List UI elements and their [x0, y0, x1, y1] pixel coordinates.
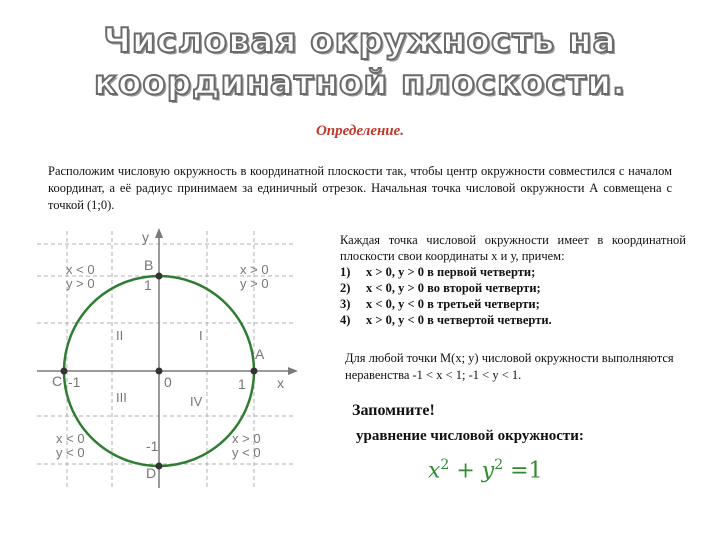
- list-item-text: х < 0, у < 0 в третьей четверти;: [366, 297, 540, 311]
- sign-top-right-x: x > 0: [240, 262, 269, 277]
- unit-circle-diagram: [32, 226, 302, 494]
- definition-paragraph: Расположим числовую окружность в координатной плоскости так, чтобы центр окружности совместился с началом координат, а её радиус принимаем за единичный отрезок. Начальная точка числовой окружности А совмещена с точкой (1;0).: [48, 164, 672, 212]
- origin-dot: [156, 368, 163, 375]
- quadrant-iv-label: IV: [190, 394, 203, 409]
- label-one-right: 1: [238, 376, 246, 392]
- label-zero: 0: [164, 374, 172, 390]
- sign-top-left-x: x < 0: [66, 262, 95, 277]
- coordinates-intro: Каждая точка числовой окружности имеет в координатной плоскости свои координаты х и у, причем:: [340, 233, 686, 263]
- sign-bottom-left-x: x < 0: [56, 431, 85, 446]
- list-item: [340, 296, 686, 312]
- list-item: [340, 312, 686, 328]
- label-one-top: 1: [144, 277, 152, 293]
- circle-equation: [428, 457, 543, 483]
- quadrant-conditions-list: [340, 264, 686, 328]
- quadrant-ii-label: II: [116, 328, 124, 343]
- sign-bottom-right-x: x > 0: [232, 431, 261, 446]
- x-axis-label: x: [277, 375, 284, 391]
- y-axis-label: y: [142, 229, 149, 245]
- sign-bottom-right-y: y < 0: [232, 445, 261, 460]
- eq-plus: +: [449, 458, 482, 484]
- title-line-1: Числовая окружность на: [103, 21, 617, 61]
- sign-bottom-left-y: y < 0: [56, 445, 85, 460]
- eq-x: x: [428, 458, 441, 484]
- point-a-dot: [251, 368, 258, 375]
- remember-heading: Запомните!: [352, 402, 435, 419]
- list-item-number: 4): [340, 313, 351, 327]
- eq-exp1: 2: [440, 457, 450, 473]
- list-item-number: 1): [340, 265, 351, 279]
- page-title: [0, 20, 720, 104]
- point-a-label: A: [255, 346, 265, 362]
- eq-y: y: [481, 458, 495, 484]
- eq-rest: =1: [503, 458, 543, 484]
- list-item: [340, 264, 686, 280]
- eq-exp2: 2: [494, 457, 504, 473]
- list-item-number: 3): [340, 297, 351, 311]
- equation-label: уравнение числовой окружности:: [356, 428, 584, 444]
- list-item-number: 2): [340, 281, 351, 295]
- label-minus-one-bottom: -1: [146, 438, 159, 454]
- title-line-2: координатной плоскости.: [93, 63, 626, 103]
- list-item-text: х > 0, у > 0 в первой четверти;: [366, 265, 536, 279]
- y-axis-arrow: [155, 228, 163, 238]
- list-item: [340, 280, 686, 296]
- x-axis-arrow: [288, 367, 298, 375]
- sign-top-left-y: y > 0: [66, 276, 95, 291]
- point-c-label: C: [52, 373, 63, 389]
- point-b-label: B: [144, 257, 154, 273]
- point-d-label: D: [146, 465, 157, 481]
- point-b-dot: [156, 273, 163, 280]
- point-d-dot: [156, 463, 163, 470]
- coordinates-block: [340, 232, 686, 328]
- label-minus-one-left: -1: [68, 374, 81, 390]
- definition-heading: Определение.: [315, 123, 405, 139]
- list-item-text: х < 0, у > 0 во второй четверти;: [366, 281, 541, 295]
- quadrant-i-label: I: [199, 328, 203, 343]
- quadrant-iii-label: III: [116, 390, 127, 405]
- sign-top-right-y: y > 0: [240, 276, 269, 291]
- list-item-text: х > 0, у < 0 в четвертой четверти.: [366, 313, 552, 327]
- inequality-note: Для любой точки М(х; у) числовой окружности выполняются неравенства -1 < x < 1; -1 < y < 1.: [345, 351, 674, 382]
